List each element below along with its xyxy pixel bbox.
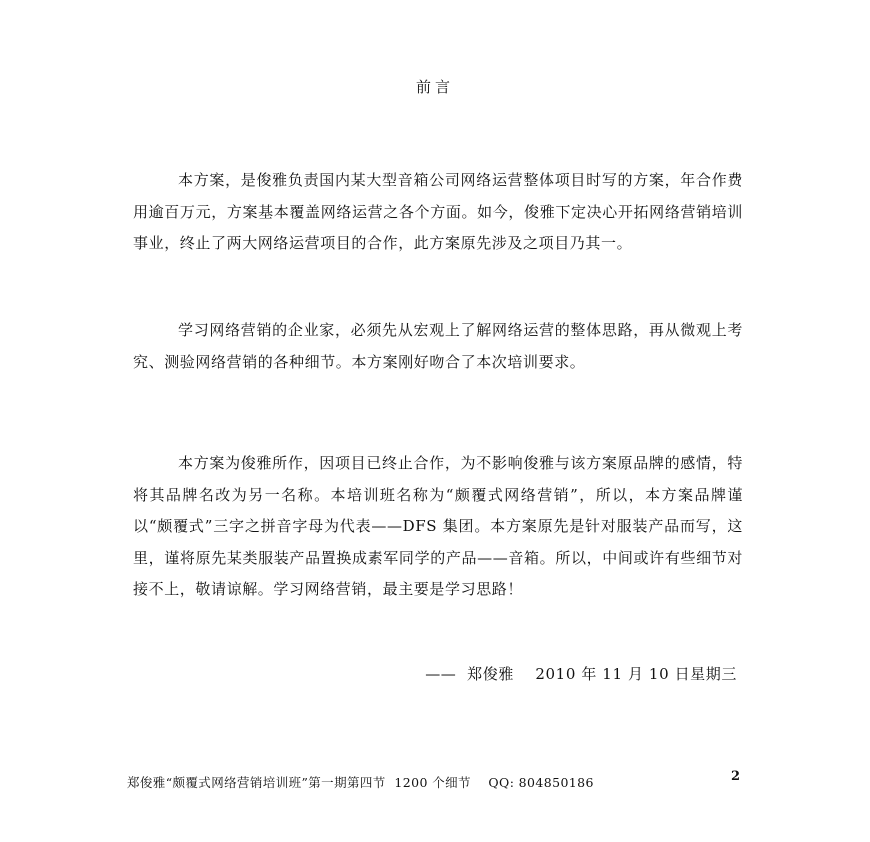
- page-title: 前言: [415, 78, 454, 96]
- paragraph-2: 学习网络营销的企业家，必须先从宏观上了解网络运营的整体思路，再从微观上考究、测验网络营销的各种细节。本方案刚好吻合了本次培训要求。: [133, 321, 743, 371]
- paragraph-3: 本方案为俊雅所作，因项目已终止合作，为不影响俊雅与该方案原品牌的感情，特将其品牌名改为另一名称。本培训班名称为“颇覆式网络营销”，所以，本方案品牌谨以“颇覆式”三字之拼音字母为代表——DFS 集团。本方案原先是针对服装产品而写，这里，谨将原先某类服装产品置换成素军同学的产品——音箱。所以，中间或许有些细节对接不上，敬请谅解。学习网络营销，最主要是学习思路！: [133, 454, 743, 599]
- page-number: 2: [731, 769, 741, 784]
- signature-line: —— 郑俊雅 2010 年 11 月 10 日星期三: [425, 665, 737, 683]
- page-footer: 郑俊雅“颇覆式网络营销培训班”第一期第四节 1200 个细节 QQ: 804850186: [127, 775, 594, 790]
- paragraph-1: 本方案，是俊雅负责国内某大型音箱公司网络运营整体项目时写的方案，年合作费用逾百万元，方案基本覆盖网络运营之各个方面。如今，俊雅下定决心开拓网络营销培训事业，终止了两大网络运营项目的合作，此方案原先涉及之项目乃其一。: [133, 171, 743, 253]
